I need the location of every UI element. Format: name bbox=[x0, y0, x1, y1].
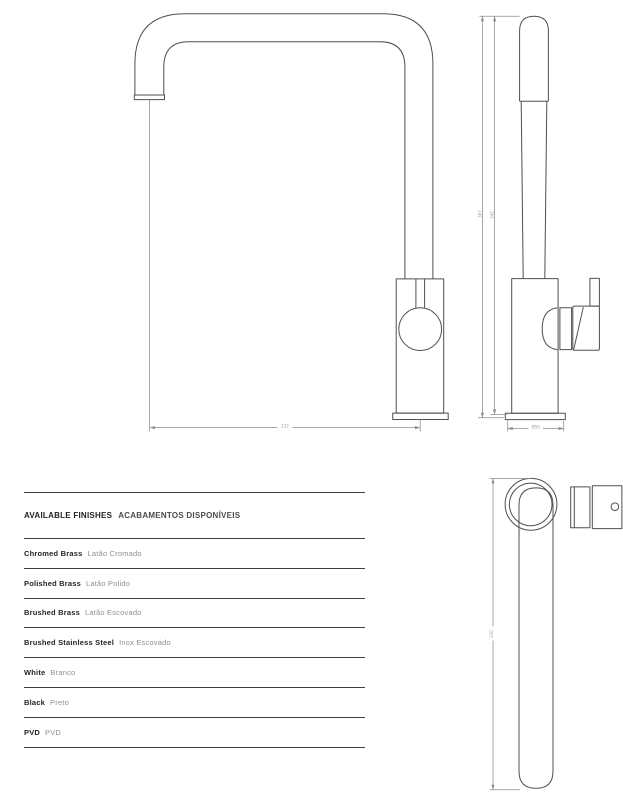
handle-knob-circle bbox=[399, 308, 442, 351]
base-circle-outer bbox=[505, 478, 557, 530]
base-flange-side bbox=[505, 413, 565, 419]
handle-adapter bbox=[560, 308, 572, 350]
side-base-diameter-dimension: Ø50 bbox=[531, 424, 540, 430]
side-total-height-dimension: 367 bbox=[477, 210, 483, 218]
finishes-header-pt: ACABAMENTOS DISPONÍVEIS bbox=[118, 511, 241, 520]
finish-name-pt: Branco bbox=[50, 668, 76, 678]
finish-name-en: Chromed Brass bbox=[24, 548, 83, 558]
finish-name-en: Brushed Stainless Steel bbox=[24, 638, 115, 648]
finish-row bbox=[24, 658, 365, 688]
finish-name-pt: Preto bbox=[50, 697, 69, 707]
finish-name-pt: Latão Cromado bbox=[87, 548, 142, 558]
lever-stem bbox=[590, 278, 600, 306]
top-depth-dimension: 220 bbox=[488, 630, 494, 638]
spout-arm-top bbox=[519, 488, 553, 788]
tube-profile bbox=[520, 16, 549, 101]
finish-name-en: Black bbox=[24, 697, 46, 707]
spout-inner-outline bbox=[164, 42, 405, 279]
base-flange bbox=[393, 413, 449, 419]
side-view-drawing bbox=[505, 16, 599, 419]
finish-name-pt: Inox Escovado bbox=[119, 638, 171, 648]
finish-name-en: Brushed Brass bbox=[24, 608, 80, 618]
finish-name-pt: PVD bbox=[45, 727, 62, 737]
knob-boss bbox=[542, 308, 557, 350]
finish-name-pt: Latão Escovado bbox=[84, 608, 142, 618]
finish-name-pt: Latão Polido bbox=[86, 578, 131, 588]
cartridge-lines bbox=[416, 279, 425, 308]
side-body-height-dimension: 342 bbox=[489, 211, 495, 219]
finish-row bbox=[24, 718, 365, 748]
finish-name-en: Polished Brass bbox=[24, 578, 81, 588]
finish-row bbox=[24, 628, 365, 658]
front-view-drawing bbox=[134, 14, 448, 420]
front-view-dimensions bbox=[150, 100, 421, 432]
available-finishes-table bbox=[24, 492, 365, 748]
top-view-drawing bbox=[505, 478, 622, 788]
lever-grip-edge bbox=[574, 307, 584, 349]
spout-outer-outline bbox=[135, 14, 433, 279]
finish-row bbox=[24, 569, 365, 599]
side-view-dimensions bbox=[477, 16, 563, 431]
finishes-header-en: AVAILABLE FINISHES bbox=[24, 511, 113, 520]
finish-name-en: White bbox=[24, 668, 46, 678]
finishes-rows bbox=[24, 539, 365, 748]
lever-grip bbox=[573, 306, 600, 350]
faucet-body-side bbox=[512, 279, 558, 414]
front-width-dimension: 232 bbox=[281, 423, 289, 429]
finish-row bbox=[24, 688, 365, 718]
tube-taper bbox=[521, 101, 547, 278]
finishes-header bbox=[24, 493, 365, 539]
finish-row bbox=[24, 539, 365, 569]
finish-row bbox=[24, 599, 365, 629]
spout-cap bbox=[134, 95, 164, 100]
lever-grip-top bbox=[592, 486, 622, 529]
finish-name-en: PVD bbox=[24, 727, 41, 737]
faucet-body bbox=[396, 279, 444, 413]
handle-neck-top bbox=[571, 487, 590, 528]
set-screw bbox=[611, 503, 619, 511]
